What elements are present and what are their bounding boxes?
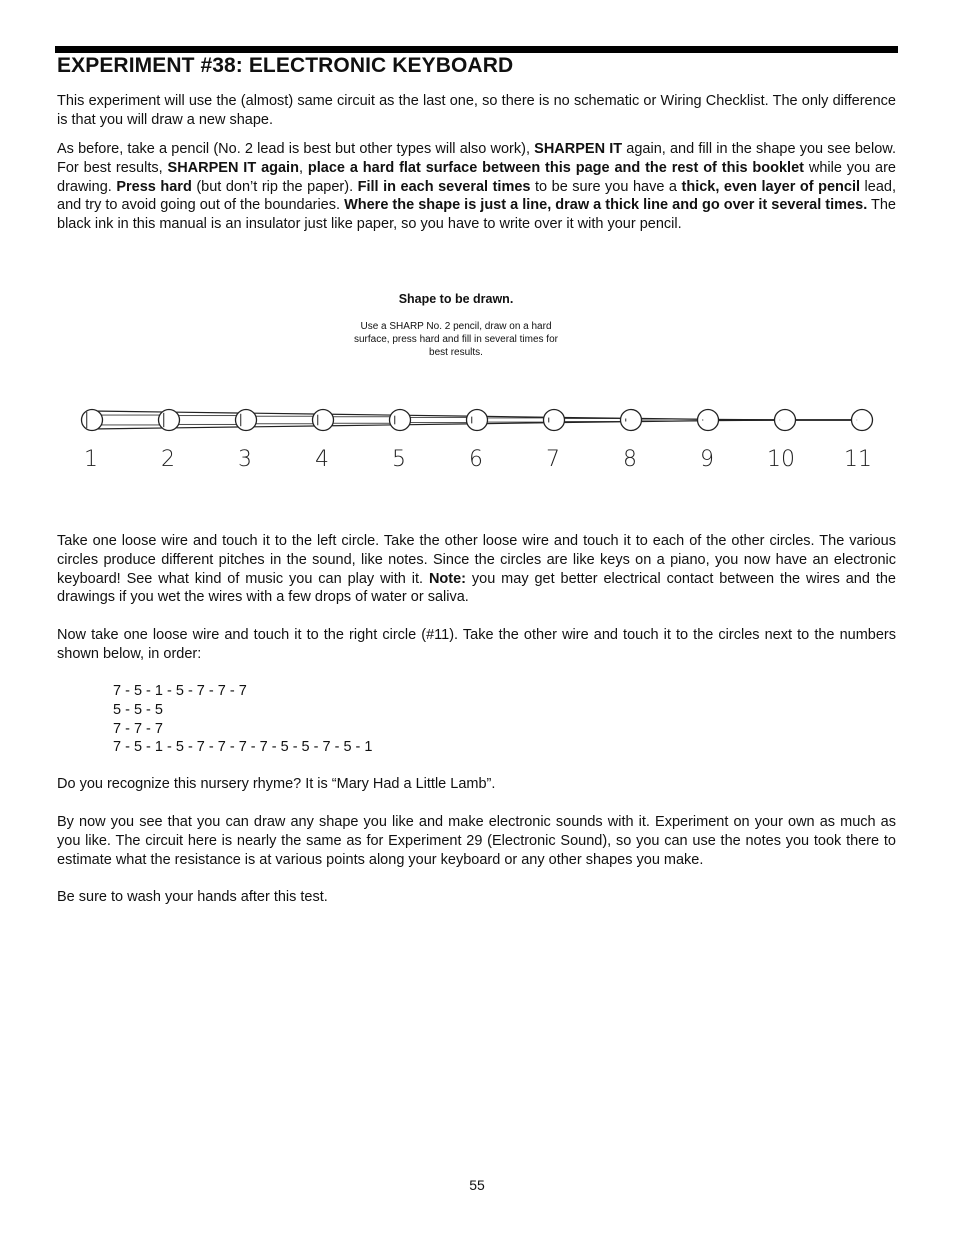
- sequence-line: 7 - 7 - 7: [113, 720, 163, 737]
- key-circle-3: [236, 410, 257, 431]
- page-number: 55: [469, 1177, 485, 1193]
- key-circle-10: [775, 410, 796, 431]
- instructions-paragraph: [57, 140, 896, 234]
- text-run: The black ink in this manual is an insulator just like paper, so you have to write over it with your pencil.: [57, 197, 896, 233]
- keyboard-strip-segment: [328, 417, 395, 423]
- sequence-line: 5 - 5 - 5: [113, 701, 163, 718]
- text-run: you may get better electrical contact between the wires and the drawings if you wet the wires with a few drops of water or saliva.: [57, 570, 896, 606]
- key-circle-11: [852, 410, 873, 431]
- key-label-9: 9: [700, 447, 714, 472]
- key-label-11: 11: [844, 447, 872, 472]
- key-circle-9: [698, 410, 719, 431]
- bold-phrase: Press hard: [116, 178, 192, 195]
- bold-phrase: SHARPEN IT again: [167, 159, 299, 176]
- key-circle-1: [82, 410, 103, 431]
- key-label-10: 10: [767, 447, 795, 472]
- key-label-8: 8: [623, 447, 637, 472]
- keyboard-strip-segment: [713, 420, 780, 421]
- key-label-5: 5: [392, 447, 406, 472]
- keyboard-strip-segment: [559, 419, 626, 422]
- figure-caption: [354, 291, 558, 359]
- text-run: again, and fill in the shape you see below. For best results,: [57, 141, 896, 176]
- bold-phrase: Fill in each several times: [357, 178, 531, 195]
- intro-paragraph: This experiment will use the (almost) same circuit as the last one, so there is no schematic or Wiring Checklist. The only difference is that you will draw a new shape.: [57, 93, 896, 128]
- keyboard-strip-segment: [790, 420, 857, 421]
- key-circle-4: [313, 410, 334, 431]
- keyboard-strip-segment: [97, 415, 164, 425]
- keyboard-strip-segment: [174, 416, 241, 425]
- text-run: Take one loose wire and touch it to the left circle. Take the other loose wire and touch it to each of the other circles. The various circles produce different pitches in the sound, like notes. Since the circles are like keys on a piano, you now have an electronic keyboard! See what kind of music you can play with it.: [57, 533, 896, 587]
- text-run: while you are drawing.: [57, 159, 896, 195]
- key-label-2: 2: [161, 447, 175, 472]
- keyboard-strip-segment: [482, 418, 549, 422]
- bold-phrase: SHARPEN IT: [534, 141, 623, 157]
- text-run: ,: [298, 159, 308, 176]
- keyboard-strip-segment: [636, 419, 703, 421]
- sequence-line: 7 - 5 - 1 - 5 - 7 - 7 - 7 - 7 - 5 - 5 - 7 - 5 - 1: [113, 739, 373, 756]
- key-label-7: 7: [546, 447, 560, 472]
- key-label-4: 4: [315, 447, 329, 472]
- text-run: As before, take a pencil (No. 2 lead is best but other types will also work),: [57, 141, 535, 157]
- keyboard-strip-segment: [405, 417, 472, 422]
- rhyme-paragraph: Do you recognize this nursery rhyme? It is “Mary Had a Little Lamb”.: [57, 776, 496, 792]
- bold-phrase: place a hard flat surface between this page and the rest of this booklet: [307, 159, 804, 176]
- sequence-intro: Now take one loose wire and touch it to the right circle (#11). Take the other wire and touch it to the circles next to the numbers shown below, in order:: [57, 627, 896, 662]
- page-title: EXPERIMENT #38: ELECTRONIC KEYBOARD: [57, 54, 514, 77]
- key-label-1: 1: [84, 447, 98, 472]
- top-rule: [55, 46, 898, 53]
- text-run: (but don’t rip the paper).: [191, 178, 358, 195]
- bold-phrase: Note:: [428, 570, 466, 587]
- figure-caption-title: Shape to be drawn.: [398, 292, 514, 306]
- bold-phrase: Where the shape is just a line, draw a thick line and go over it several times.: [344, 197, 868, 214]
- text-run: lead, and try to avoid going out of the boundaries.: [57, 178, 896, 214]
- key-circle-2: [159, 410, 180, 431]
- conclusion-paragraph: By now you see that you can draw any shape you like and make electronic sounds with it. Experiment on your own as much as you like. The circuit here is nearly the same as for Experiment 29 (Electronic Sound), so you can use the notes you took there to estimate what the resistance is at various points along your keyboard or any other shapes you make.: [57, 814, 896, 868]
- bold-phrase: thick, even layer of pencil: [681, 178, 860, 195]
- keyboard-shape-figure: [70, 400, 890, 475]
- closing-paragraph: Be sure to wash your hands after this test.: [57, 889, 328, 905]
- key-circle-6: [467, 410, 488, 431]
- note-sequence: [113, 682, 372, 757]
- play-paragraph: [57, 532, 896, 607]
- sequence-line: 7 - 5 - 1 - 5 - 7 - 7 - 7: [113, 683, 247, 699]
- key-circle-7: [544, 410, 565, 431]
- figure-caption-note: Use a SHARP No. 2 pencil, draw on a hard surface, press hard and fill in several times for best results.: [354, 321, 558, 358]
- key-circle-5: [390, 410, 411, 431]
- key-label-3: 3: [238, 447, 252, 472]
- text-run: to be sure you have a: [530, 178, 682, 195]
- key-circle-8: [621, 410, 642, 431]
- key-label-6: 6: [469, 447, 483, 472]
- keyboard-strip-segment: [251, 416, 318, 424]
